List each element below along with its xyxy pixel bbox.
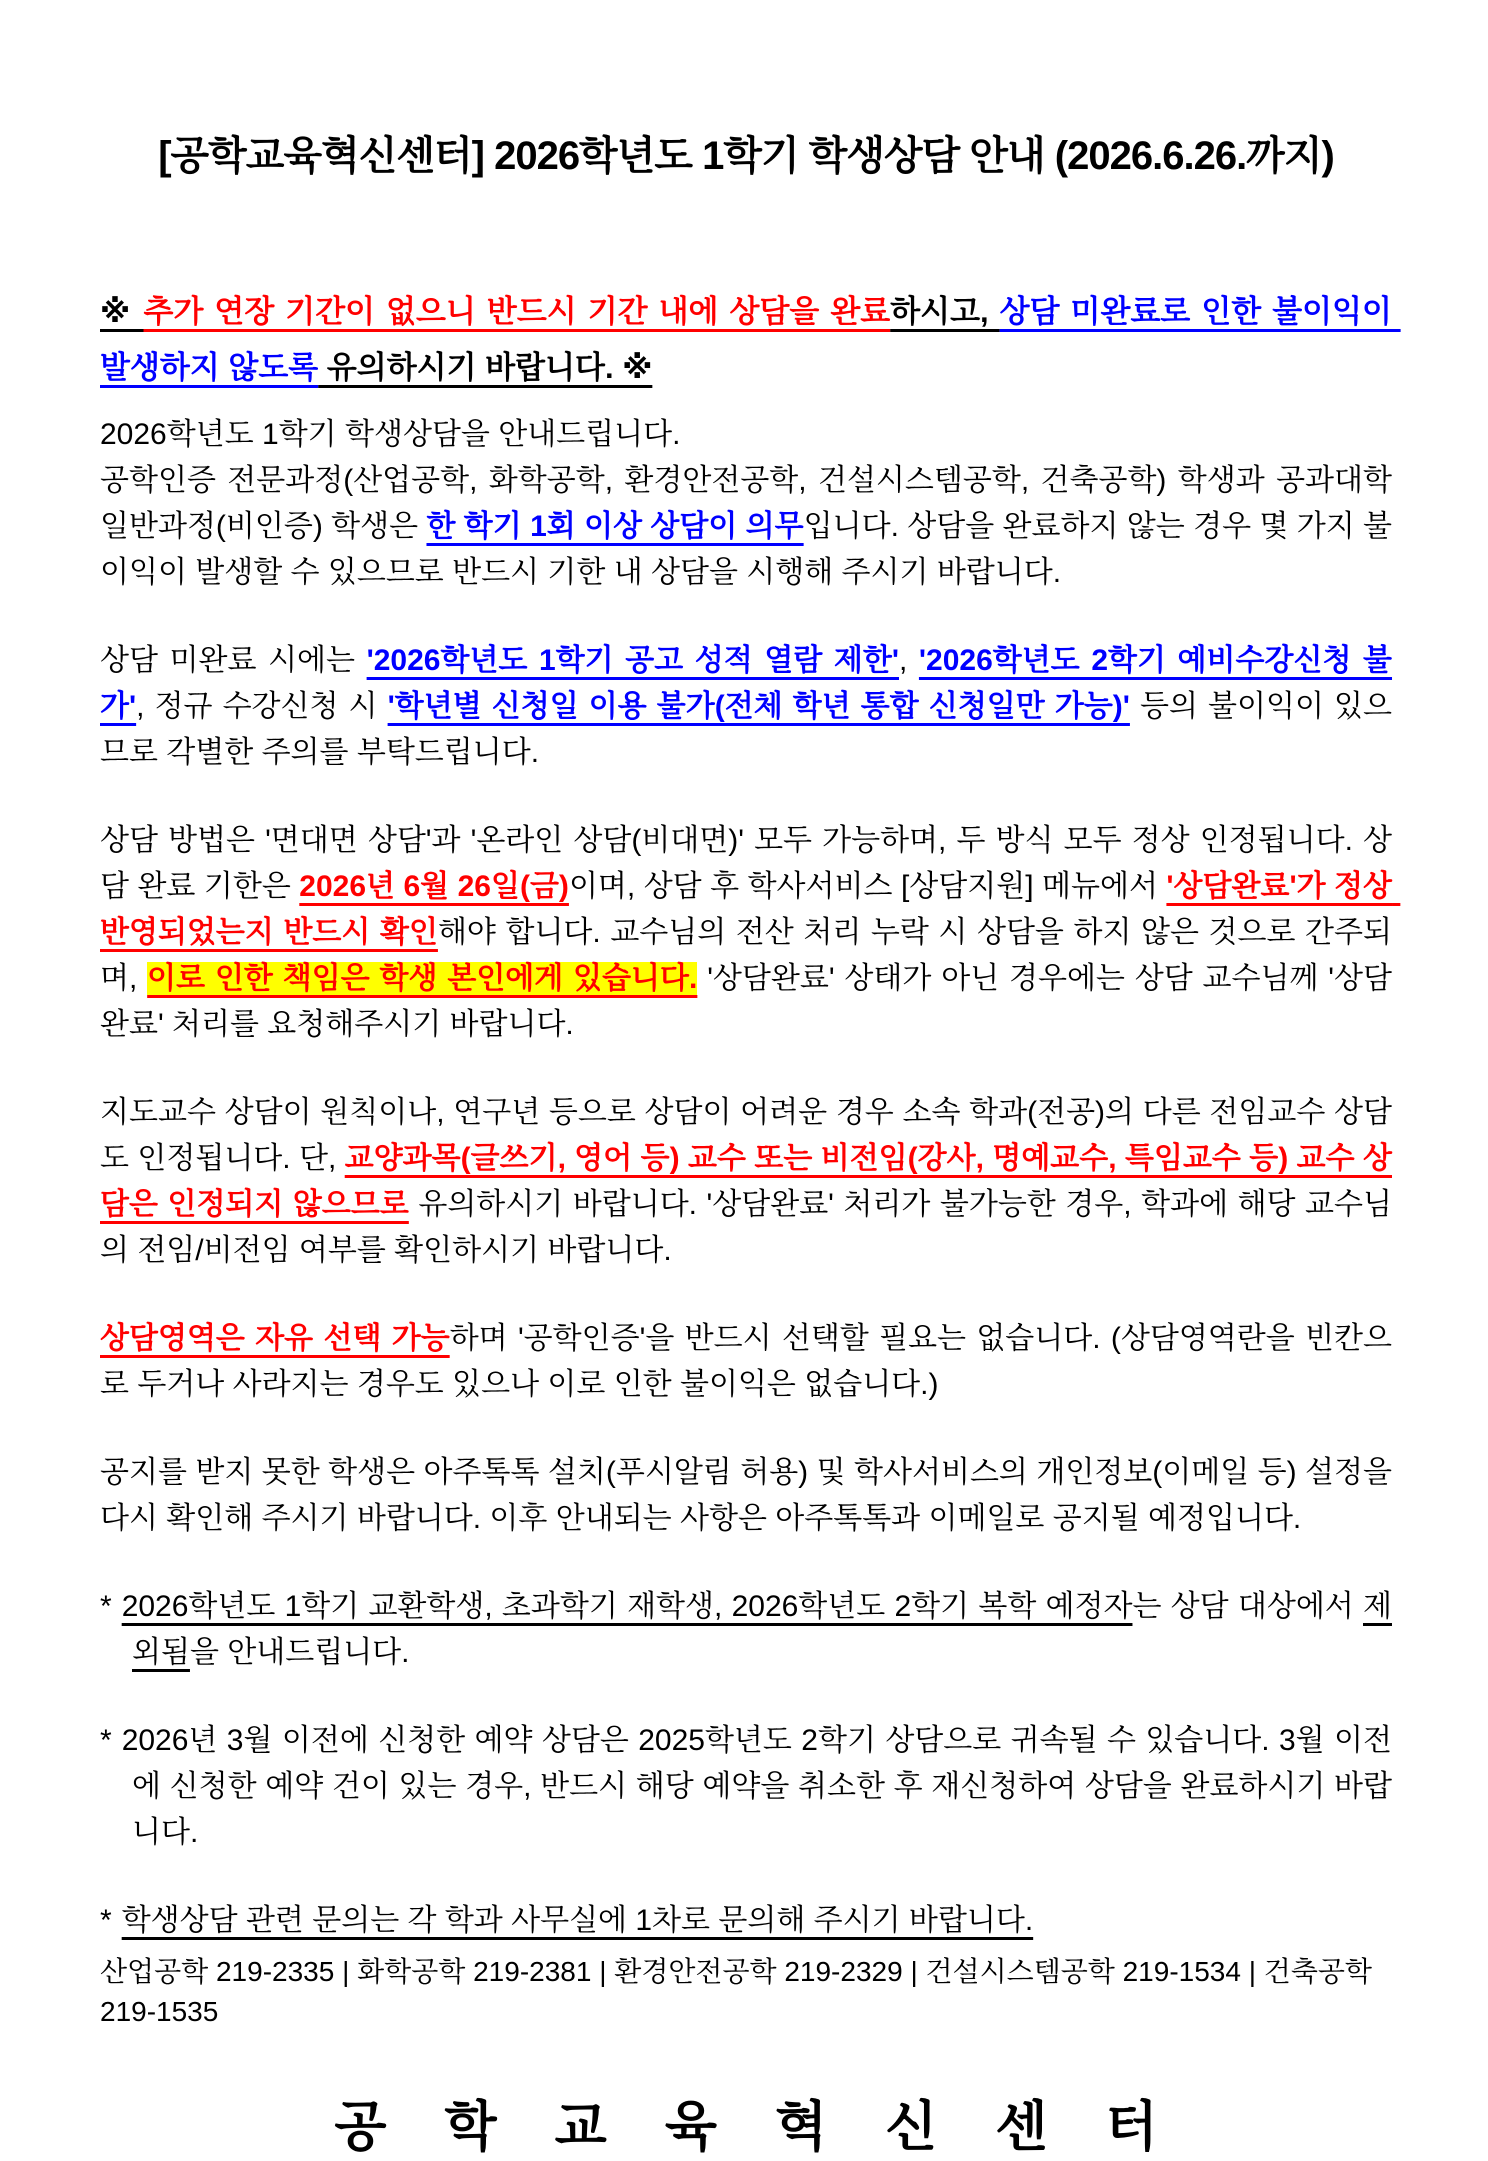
text-segment: 2026년 6월 26일(금) bbox=[299, 869, 569, 903]
note-excluded-students bbox=[100, 1584, 1392, 1676]
paragraph-method-deadline bbox=[100, 818, 1401, 1048]
text-segment: 지도교수 상담이 원칙이나, 연구년 등으로 상담이 어려운 경우 소속 학과(전공)의 다른 전임교수 상담도 인정됩니다. 단, bbox=[100, 1095, 1392, 1175]
text-segment: 2026학년도 1학기 학생상담을 안내드립니다. bbox=[100, 417, 681, 451]
text-segment: , 정규 수강신청 시 bbox=[136, 689, 388, 723]
text-segment: 입니다. 상담을 완료하지 않는 경우 몇 가지 불이익이 발생할 수 있으므로 반드시 기한 내 상담을 시행해 주시기 바랍니다. bbox=[100, 509, 1392, 589]
notes-list bbox=[100, 1584, 1392, 1944]
text-segment: 교양과목(글쓰기, 영어 등) 교수 또는 비전임(강사, 명예교수, 특임교수 등) 교수 상담은 인정되지 않으므로 bbox=[100, 1141, 1392, 1221]
text-segment: 을 안내드립니다. bbox=[189, 1635, 410, 1669]
bullet-marker: * bbox=[100, 1903, 112, 1937]
paragraph-intro bbox=[100, 412, 1401, 596]
note-text bbox=[122, 1904, 1033, 1937]
text-segment: '상담완료' 상태가 아닌 경우에는 상담 교수님께 '상담완료' 처리를 요청해주시기 바랍니다. bbox=[100, 961, 1392, 1041]
text-segment: 는 상담 대상에서 bbox=[1132, 1589, 1363, 1623]
text-segment: 이로 인한 책임은 학생 본인에게 있습니다. bbox=[147, 961, 698, 995]
text-segment: 제외됨 bbox=[132, 1589, 1392, 1669]
text-segment: 유의하시기 바랍니다. ※ bbox=[318, 349, 653, 385]
text-segment: 2026년 3월 이전에 신청한 예약 상담은 2025학년도 2학기 상담으로 귀속될 수 있습니다. 3월 이전에 신청한 예약 건이 있는 경우, 반드시 해당 예약을 취소한 후 재신청하여 상담을 완료하시기 바랍니다. bbox=[121, 1723, 1392, 1849]
document-title: [공학교육혁신센터] 2026학년도 1학기 학생상담 안내 (2026.6.26.까지) bbox=[158, 134, 1334, 178]
text-segment: , bbox=[898, 643, 919, 677]
text-segment: 상담 미완료 시에는 bbox=[100, 643, 367, 677]
text-segment: 2026학년도 1학기 교환학생, 초과학기 재학생, 2026학년도 2학기 복학 예정자 bbox=[121, 1589, 1133, 1623]
note-department-contact bbox=[100, 1898, 1392, 1944]
department-phone-list: 산업공학 219-2335 | 화학공학 219-2381 | 환경안전공학 219-2329 | 건설시스템공학 219-1534 | 건축공학 219-1535 bbox=[100, 1955, 1372, 2027]
text-segment: '학년별 신청일 이용 불가(전체 학년 통합 신청일만 가능)' bbox=[387, 689, 1130, 723]
text-segment: '2026학년도 1학기 공고 성적 열람 제한' bbox=[366, 643, 899, 677]
note-text bbox=[122, 1590, 1392, 1669]
text-segment: 상담 미완료로 인한 불이익이 발생하지 않도록 bbox=[100, 294, 1401, 385]
text-segment: 추가 연장 기간이 없으니 반드시 기간 내에 상담을 완료 bbox=[143, 294, 891, 329]
paragraph-counsel-area bbox=[100, 1316, 1392, 1408]
text-segment: 이며, 상담 후 학사서비스 [상담지원] 메뉴에서 bbox=[568, 869, 1167, 903]
text-segment: 등의 불이익이 있으므로 각별한 주의를 부탁드립니다. bbox=[100, 689, 1392, 769]
text-segment: '상담완료'가 정상 반영되었는지 반드시 확인 bbox=[100, 869, 1401, 949]
text-segment: 유의하시기 바랍니다. '상담완료' 처리가 불가능한 경우, 학과에 해당 교수님의 전임/비전임 여부를 확인하시기 바랍니다. bbox=[100, 1187, 1392, 1267]
text-segment: '2026학년도 2학기 예비수강신청 불가' bbox=[100, 643, 1393, 723]
bullet-marker: * bbox=[100, 1723, 112, 1757]
center-signature: 공학교육혁신센터 bbox=[334, 2096, 1216, 2157]
text-segment: 공지를 받지 못한 학생은 아주톡톡 설치(푸시알림 허용) 및 학사서비스의 개인정보(이메일 등) 설정을 다시 확인해 주시기 바랍니다. 이후 안내되는 사항은 아주톡톡과 이메일로 공지될 예정입니다. bbox=[100, 1455, 1401, 1535]
text-segment: 해야 합니다. 교수님의 전산 처리 누락 시 상담을 하지 않은 것으로 간주되며, bbox=[100, 915, 1392, 995]
paragraph-penalties bbox=[100, 638, 1392, 776]
note-march-reservations bbox=[100, 1718, 1392, 1856]
note-text bbox=[122, 1724, 1392, 1849]
text-segment: 상담영역은 자유 선택 가능 bbox=[100, 1321, 450, 1355]
text-segment: 상담 방법은 '면대면 상담'과 '온라인 상담(비대면)' 모두 가능하며, 두 방식 모두 정상 인정됩니다. 상담 완료 기한은 bbox=[100, 823, 1392, 903]
text-segment: 학생상담 관련 문의는 각 학과 사무실에 1차로 문의해 주시기 바랍니다. bbox=[121, 1903, 1034, 1937]
text-segment: 한 학기 1회 이상 상담이 의무 bbox=[426, 509, 804, 543]
paragraph-advisor-rules bbox=[100, 1090, 1392, 1274]
paragraph-notification-settings bbox=[100, 1450, 1401, 1542]
notice-banner bbox=[100, 284, 1401, 396]
bullet-marker: * bbox=[100, 1589, 112, 1623]
text-segment: 하시고, bbox=[890, 294, 1000, 329]
text-segment: 하며 '공학인증'을 반드시 선택할 필요는 없습니다. (상담영역란을 빈칸으로 두거나 사라지는 경우도 있으나 이로 인한 불이익은 없습니다.) bbox=[100, 1321, 1392, 1401]
text-segment: 공학인증 전문과정(산업공학, 화학공학, 환경안전공학, 건설시스템공학, 건축공학) 학생과 공과대학 일반과정(비인증) 학생은 bbox=[100, 463, 1401, 543]
text-segment: ※ bbox=[100, 294, 144, 329]
